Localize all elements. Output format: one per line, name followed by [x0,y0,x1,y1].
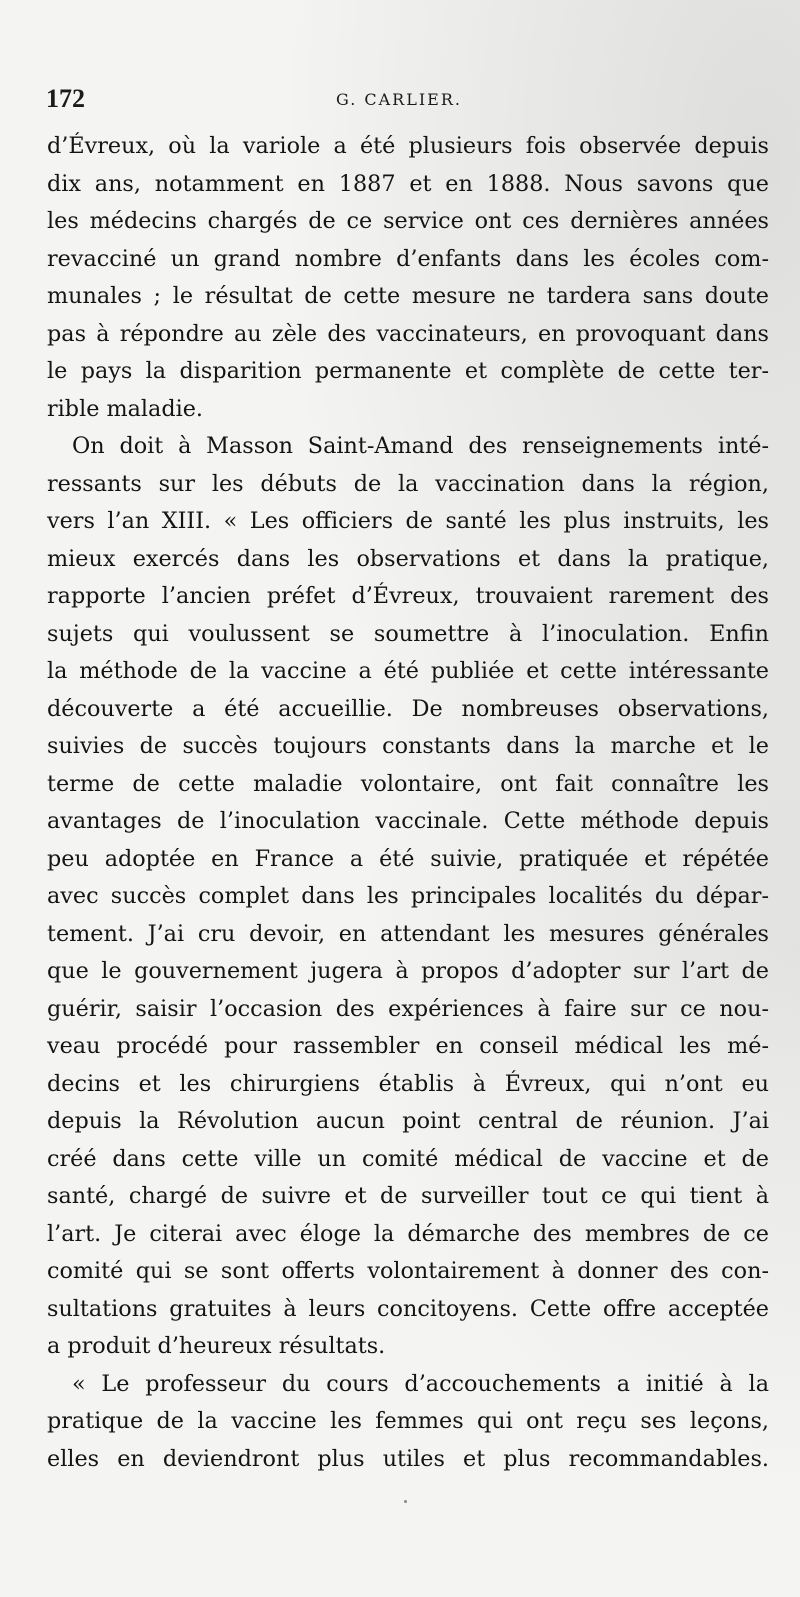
text-line: vers l’an XIII. « Les officiers de santé les plus instruits, les [47,508,769,534]
text-line: terme de cette maladie volontaire, ont fait connaître les [47,770,769,797]
text-line: d’Évreux, où la variole a été plusieurs fois observée depuis [47,133,769,159]
text-line: munales ; le résultat de cette mesure ne tardera sans doute [47,283,769,309]
text-line: pas à répondre au zèle des vaccinateurs, en provoquant dans [47,320,769,347]
text-line: rapporte l’ancien préfet d’Évreux, trouvaient rarement des [47,583,769,609]
text-line: sujets qui voulussent se soumettre à l’inoculation. Enfin [47,620,769,647]
page-number: 172 [46,84,85,113]
text-line: peu adoptée en France a été suivie, pratiquée et répétée [47,845,769,872]
text-line: depuis la Révolution aucun point central de réunion. J’ai [47,1108,769,1134]
text-line: guérir, saisir l’occasion des expériences à faire sur ce nou- [47,995,769,1022]
text-line: decins et les chirurgiens établis à Évreux, qui n’ont eu [47,1070,769,1097]
print-speck [404,1500,407,1503]
text-line: « Le professeur du cours d’accouchements a initié à la [72,1370,769,1397]
text-line: On doit à Masson Saint-Amand des renseignements inté- [72,433,769,459]
page-header [46,84,754,116]
text-line: avantages de l’inoculation vaccinale. Cette méthode depuis [47,808,769,834]
text-line: les médecins chargés de ce service ont ces dernières années [47,208,769,234]
text-line: que le gouvernement jugera à propos d’adopter sur l’art de [47,958,769,984]
body-text [47,128,769,1478]
text-line: pratique de la vaccine les femmes qui ont reçu ses leçons, [47,1408,769,1434]
text-line: rible maladie. [47,395,204,422]
text-line: veau procédé pour rassembler en conseil médical les mé- [47,1033,769,1059]
text-line: sultations gratuites à leurs concitoyens. Cette offre acceptée [47,1295,769,1322]
text-line: comité qui se sont offerts volontairement à donner des con- [47,1258,769,1284]
text-line: suivies de succès toujours constants dans la marche et le [47,733,769,759]
text-line: la méthode de la vaccine a été publiée et cette intéressante [47,658,769,684]
text-line: revacciné un grand nombre d’enfants dans les écoles com- [47,245,769,272]
text-line: mieux exercés dans les observations et dans la pratique, [47,545,769,572]
text-line: santé, chargé de suivre et de surveiller tout ce qui tient à [47,1183,769,1209]
text-line: dix ans, notamment en 1887 et en 1888. Nous savons que [47,170,769,197]
running-head: G. CARLIER. [336,90,462,109]
text-line: le pays la disparition permanente et complète de cette ter- [47,358,769,384]
text-line: créé dans cette ville un comité médical de vaccine et de [47,1145,769,1172]
text-line: a produit d’heureux résultats. [47,1333,386,1359]
text-line: elles en deviendront plus utiles et plus recommandables. [47,1445,769,1472]
text-line: avec succès complet dans les principales localités du dépar- [47,883,769,909]
text-line: tement. J’ai cru devoir, en attendant les mesures générales [47,920,769,947]
text-line: l’art. Je citerai avec éloge la démarche des membres de ce [47,1220,769,1247]
text-line: découverte a été accueillie. De nombreuses observations, [47,695,769,722]
text-line: ressants sur les débuts de la vaccination dans la région, [47,470,769,497]
